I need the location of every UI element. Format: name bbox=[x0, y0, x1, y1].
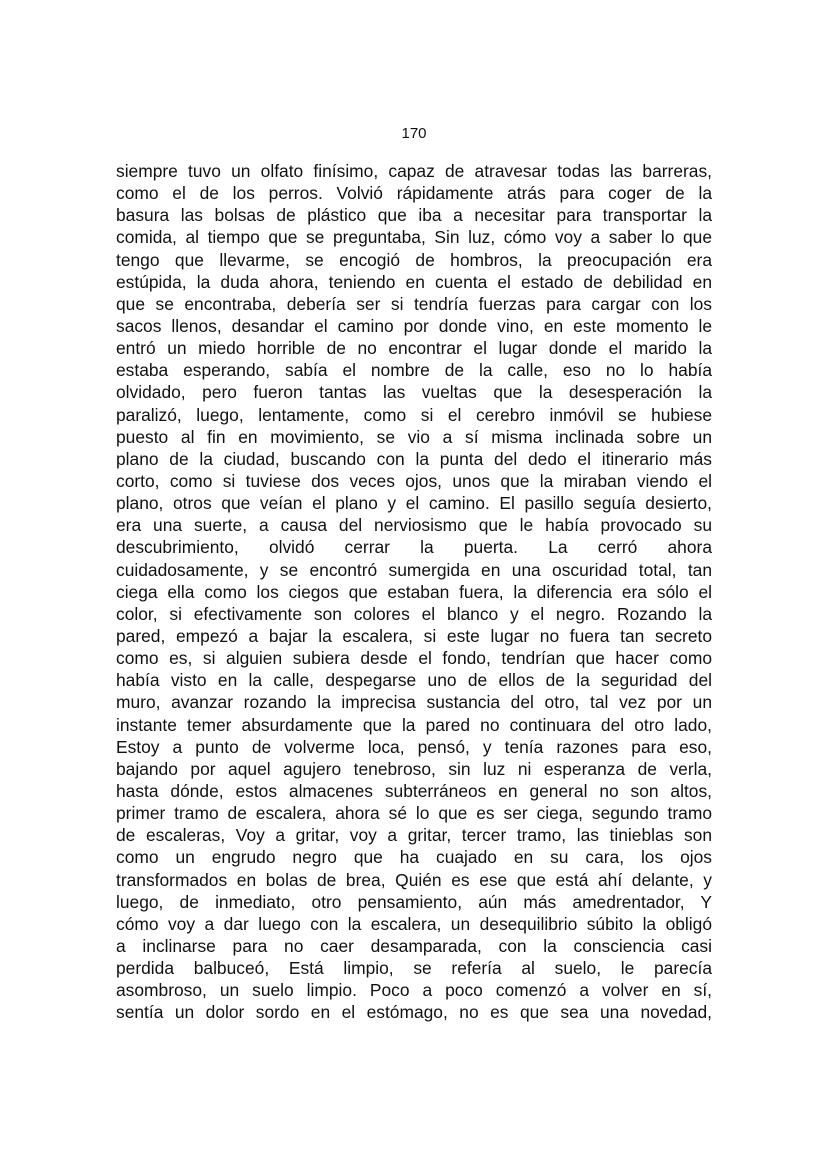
text-line: color, si efectivamente son colores el blanco y el negro. Rozando la bbox=[116, 603, 712, 624]
text-line: era una suerte, a causa del nerviosismo que le había provocado su bbox=[116, 515, 712, 536]
text-line: que se encontraba, debería ser si tendría fuerzas para cargar con los bbox=[116, 293, 712, 314]
text-line: bajando por aquel agujero tenebroso, sin luz ni esperanza de verla, bbox=[116, 758, 712, 779]
text-line: sentía un dolor sordo en el estómago, no es que sea una novedad, bbox=[116, 1002, 712, 1023]
text-line: plano, otros que veían el plano y el camino. El pasillo seguía desierto, bbox=[116, 493, 712, 514]
text-line: hasta dónde, estos almacenes subterráneos en general no son altos, bbox=[116, 780, 712, 801]
text-line: plano de la ciudad, buscando con la punta del dedo el itinerario más bbox=[116, 448, 712, 469]
text-line: pared, empezó a bajar la escalera, si este lugar no fuera tan secreto bbox=[116, 625, 712, 646]
text-line: basura las bolsas de plástico que iba a necesitar para transportar la bbox=[116, 205, 712, 226]
text-line: había visto en la calle, despegarse uno de ellos de la seguridad del bbox=[116, 670, 712, 691]
text-line: a inclinarse para no caer desamparada, con la consciencia casi bbox=[116, 935, 712, 956]
text-line: estaba esperando, sabía el nombre de la calle, eso no lo había bbox=[116, 360, 712, 381]
text-line: como es, si alguien subiera desde el fondo, tendrían que hacer como bbox=[116, 648, 712, 669]
text-line: transformados en bolas de brea, Quién es ese que está ahí delante, y bbox=[116, 869, 712, 890]
text-line: Estoy a punto de volverme loca, pensó, y tenía razones para eso, bbox=[116, 736, 712, 757]
text-line: paralizó, luego, lentamente, como si el cerebro inmóvil se hubiese bbox=[116, 404, 712, 425]
text-line: tengo que llevarme, se encogió de hombros, la preocupación era bbox=[116, 249, 712, 270]
text-line: descubrimiento, olvidó cerrar la puerta. La cerró ahora bbox=[116, 537, 712, 558]
text-line: olvidado, pero fueron tantas las vueltas que la desesperación la bbox=[116, 382, 712, 403]
text-line: asombroso, un suelo limpio. Poco a poco comenzó a volver en sí, bbox=[116, 980, 712, 1001]
text-line: muro, avanzar rozando la imprecisa sustancia del otro, tal vez por un bbox=[116, 692, 712, 713]
text-line: cómo voy a dar luego con la escalera, un desequilibrio súbito la obligó bbox=[116, 913, 712, 934]
text-line: corto, como si tuviese dos veces ojos, unos que la miraban viendo el bbox=[116, 470, 712, 491]
text-line: perdida balbuceó, Está limpio, se refería al suelo, le parecía bbox=[116, 958, 712, 979]
text-line: instante temer absurdamente que la pared no continuara del otro lado, bbox=[116, 714, 712, 735]
text-line: primer tramo de escalera, ahora sé lo que es ser ciega, segundo tramo bbox=[116, 803, 712, 824]
text-line: cuidadosamente, y se encontró sumergida en una oscuridad total, tan bbox=[116, 559, 712, 580]
text-line: como el de los perros. Volvió rápidamente atrás para coger de la bbox=[116, 183, 712, 204]
text-line: siempre tuvo un olfato finísimo, capaz de atravesar todas las barreras, bbox=[116, 161, 712, 181]
text-line: puesto al fin en movimiento, se vio a sí misma inclinada sobre un bbox=[116, 426, 712, 447]
text-line: ciega ella como los ciegos que estaban fuera, la diferencia era sólo el bbox=[116, 581, 712, 602]
text-line: comida, al tiempo que se preguntaba, Sin luz, cómo voy a saber lo que bbox=[116, 227, 712, 248]
text-line: sacos llenos, desandar el camino por donde vino, en este momento le bbox=[116, 315, 712, 336]
text-line: estúpida, la duda ahora, teniendo en cuenta el estado de debilidad en bbox=[116, 271, 712, 292]
text-line: como un engrudo negro que ha cuajado en su cara, los ojos bbox=[116, 847, 712, 868]
text-line: entró un miedo horrible de no encontrar el lugar donde el marido la bbox=[116, 338, 712, 359]
text-line: de escaleras, Voy a gritar, voy a gritar, tercer tramo, las tinieblas son bbox=[116, 825, 712, 846]
body-text bbox=[116, 160, 712, 1023]
page-number: 170 bbox=[401, 125, 427, 142]
text-line: luego, de inmediato, otro pensamiento, aún más amedrentador, Y bbox=[116, 891, 712, 912]
